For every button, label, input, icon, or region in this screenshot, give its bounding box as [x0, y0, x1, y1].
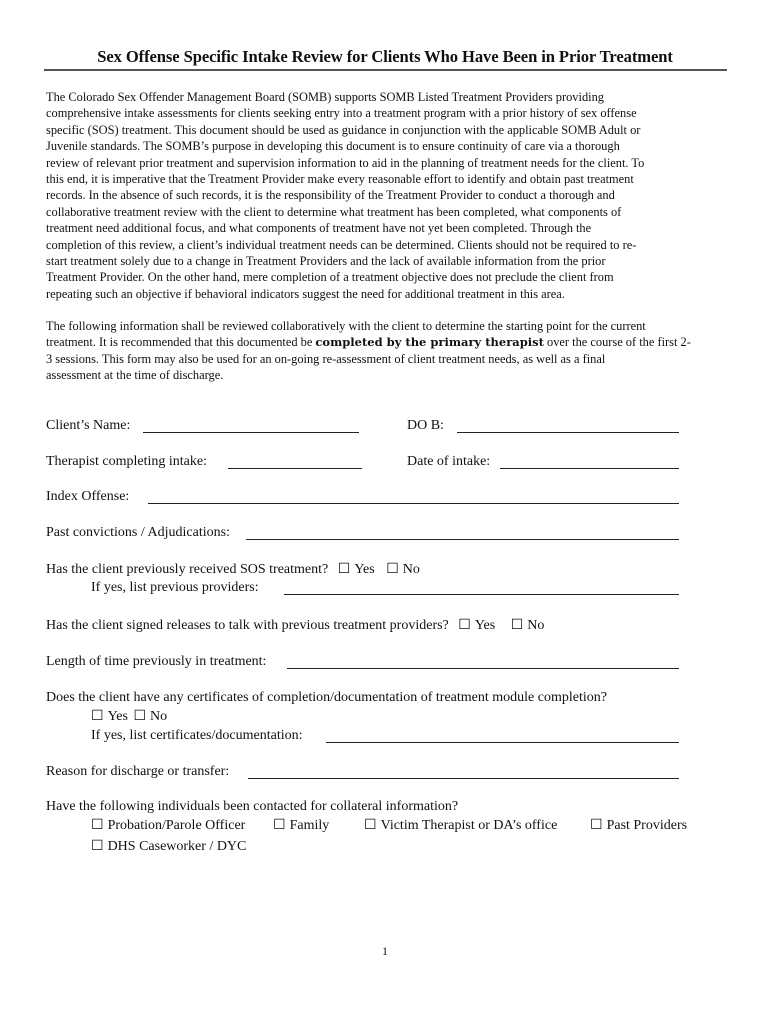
certificates-no-option[interactable] [133, 708, 167, 726]
title-divider [44, 69, 727, 71]
document-title: Sex Offense Specific Intake Review for Clients Who Have Been in Prior Treatment [97, 47, 673, 66]
index-offense-label: Index Offense: [46, 489, 130, 504]
prior-sos-no-option[interactable] [386, 561, 420, 579]
collateral-option-label: Victim Therapist or DA’s office [380, 818, 558, 833]
previous-providers-label: If yes, list previous providers: [91, 580, 259, 595]
date-of-intake-label: Date of intake: [407, 454, 491, 469]
certificates-list-field[interactable] [326, 742, 679, 743]
certificates-yes-label: Yes [107, 709, 128, 724]
collateral-option-0[interactable] [91, 817, 245, 835]
client-name-field[interactable] [143, 432, 359, 433]
intro-paragraph: The Colorado Sex Offender Management Board (SOMB) supports SOMB Listed Treatment Providers providing comprehensive intake assessments for clients seeking entry into a treatment program with a prior history of sex offense specific (SOS) treatment. This document should be used as guidance in conjunction with the applicable SOMB Adult or Juvenile standards. The SOMB’s purpose in developing this document is to ensure continuity of care via a thorough review of relevant prior treatment and supervision information to aid in the planning of treatment needs for the client. To this end, it is imperative that the Treatment Provider make every reasonable effort to identify and obtain past treatment records. In the absence of such records, it is the responsibility of the Treatment Provider to conduct a thorough and collaborative treatment review with the client to determine what treatment has been completed, what components of treatment need additional focus, and what components of treatment have not yet been completed. Through the completion of this review, a client’s individual treatment needs can be determined. Clients should not be required to re- start treatment solely due to a change in Treatment Providers and the lack of available information from the prior Treatment Provider. On the other hand, mere completion of a treatment objective does not preclude the client from repeating such an objective if behavioral indicators suggest the need for additional treatment in this area. [46, 90, 645, 301]
therapist-field[interactable] [228, 468, 362, 469]
prior-sos-yes-label: Yes [354, 562, 375, 577]
collateral-option-label: Probation/Parole Officer [107, 818, 246, 833]
instructions-emphasis: completed by the primary therapist [315, 335, 544, 350]
client-name-label: Client’s Name: [46, 418, 131, 433]
page-number: 1 [382, 944, 388, 958]
index-offense-field[interactable] [148, 503, 679, 504]
instructions-text-start: The following information shall be reviewed collaboratively with the client to determine the starting point for the current treatment. It is recommended that this documented be [46, 319, 646, 350]
instructions-paragraph [46, 318, 732, 384]
prior-sos-question: Has the client previously received SOS treatment? [46, 562, 329, 577]
releases-no-option[interactable] [511, 617, 545, 635]
prior-sos-no-label: No [402, 562, 420, 577]
checkbox-icon[interactable]: ☐ [133, 709, 146, 724]
certificates-yes-option[interactable] [91, 708, 128, 726]
collateral-option-1[interactable] [273, 817, 329, 835]
length-of-time-label: Length of time previously in treatment: [46, 654, 267, 669]
certificates-list-label: If yes, list certificates/documentation: [91, 728, 303, 743]
collateral-option-label: Past Providers [606, 818, 688, 833]
certificates-no-label: No [150, 709, 168, 724]
checkbox-icon[interactable]: ☐ [337, 562, 351, 577]
checkbox-icon[interactable]: ☐ [590, 818, 603, 833]
dob-label: DO B: [407, 418, 444, 433]
releases-yes-option[interactable] [458, 617, 495, 635]
releases-yes-label: Yes [474, 618, 496, 633]
checkbox-icon[interactable]: ☐ [510, 618, 524, 633]
collateral-option-3[interactable] [590, 817, 687, 835]
releases-question: Has the client signed releases to talk with previous treatment providers? [46, 618, 449, 633]
collateral-option-label: DHS Caseworker / DYC [107, 839, 247, 854]
reason-field[interactable] [248, 778, 679, 779]
collateral-option-4[interactable] [91, 838, 246, 856]
checkbox-icon[interactable]: ☐ [91, 839, 104, 854]
collateral-option-2[interactable] [364, 817, 557, 835]
certificates-question: Does the client have any certificates of completion/documentation of treatment module completion? [46, 690, 607, 705]
releases-no-label: No [527, 618, 545, 633]
length-of-time-field[interactable] [287, 668, 679, 669]
checkbox-icon[interactable]: ☐ [364, 818, 377, 833]
checkbox-icon[interactable]: ☐ [91, 818, 104, 833]
instructions-text-end: over the course of the first 2- 3 sessions. This form may also be used for an on-going re-assessment of client treatment needs, as well as a final assessment at the time of discharge. [46, 335, 691, 383]
collateral-question: Have the following individuals been contacted for collateral information? [46, 799, 459, 814]
releases-row [46, 617, 544, 635]
date-of-intake-field[interactable] [500, 468, 679, 469]
previous-providers-field[interactable] [284, 594, 679, 595]
collateral-option-label: Family [289, 818, 330, 833]
checkbox-icon[interactable]: ☐ [458, 618, 471, 633]
therapist-label: Therapist completing intake: [46, 454, 207, 469]
certificates-options [91, 708, 167, 726]
prior-sos-yes-option[interactable] [338, 561, 375, 579]
past-convictions-label: Past convictions / Adjudications: [46, 525, 230, 540]
dob-field[interactable] [457, 432, 679, 433]
checkbox-icon[interactable]: ☐ [91, 709, 104, 724]
checkbox-icon[interactable]: ☐ [273, 818, 286, 833]
past-convictions-field[interactable] [246, 539, 679, 540]
prior-sos-row [46, 561, 420, 579]
reason-label: Reason for discharge or transfer: [46, 764, 230, 779]
checkbox-icon[interactable]: ☐ [386, 562, 399, 577]
